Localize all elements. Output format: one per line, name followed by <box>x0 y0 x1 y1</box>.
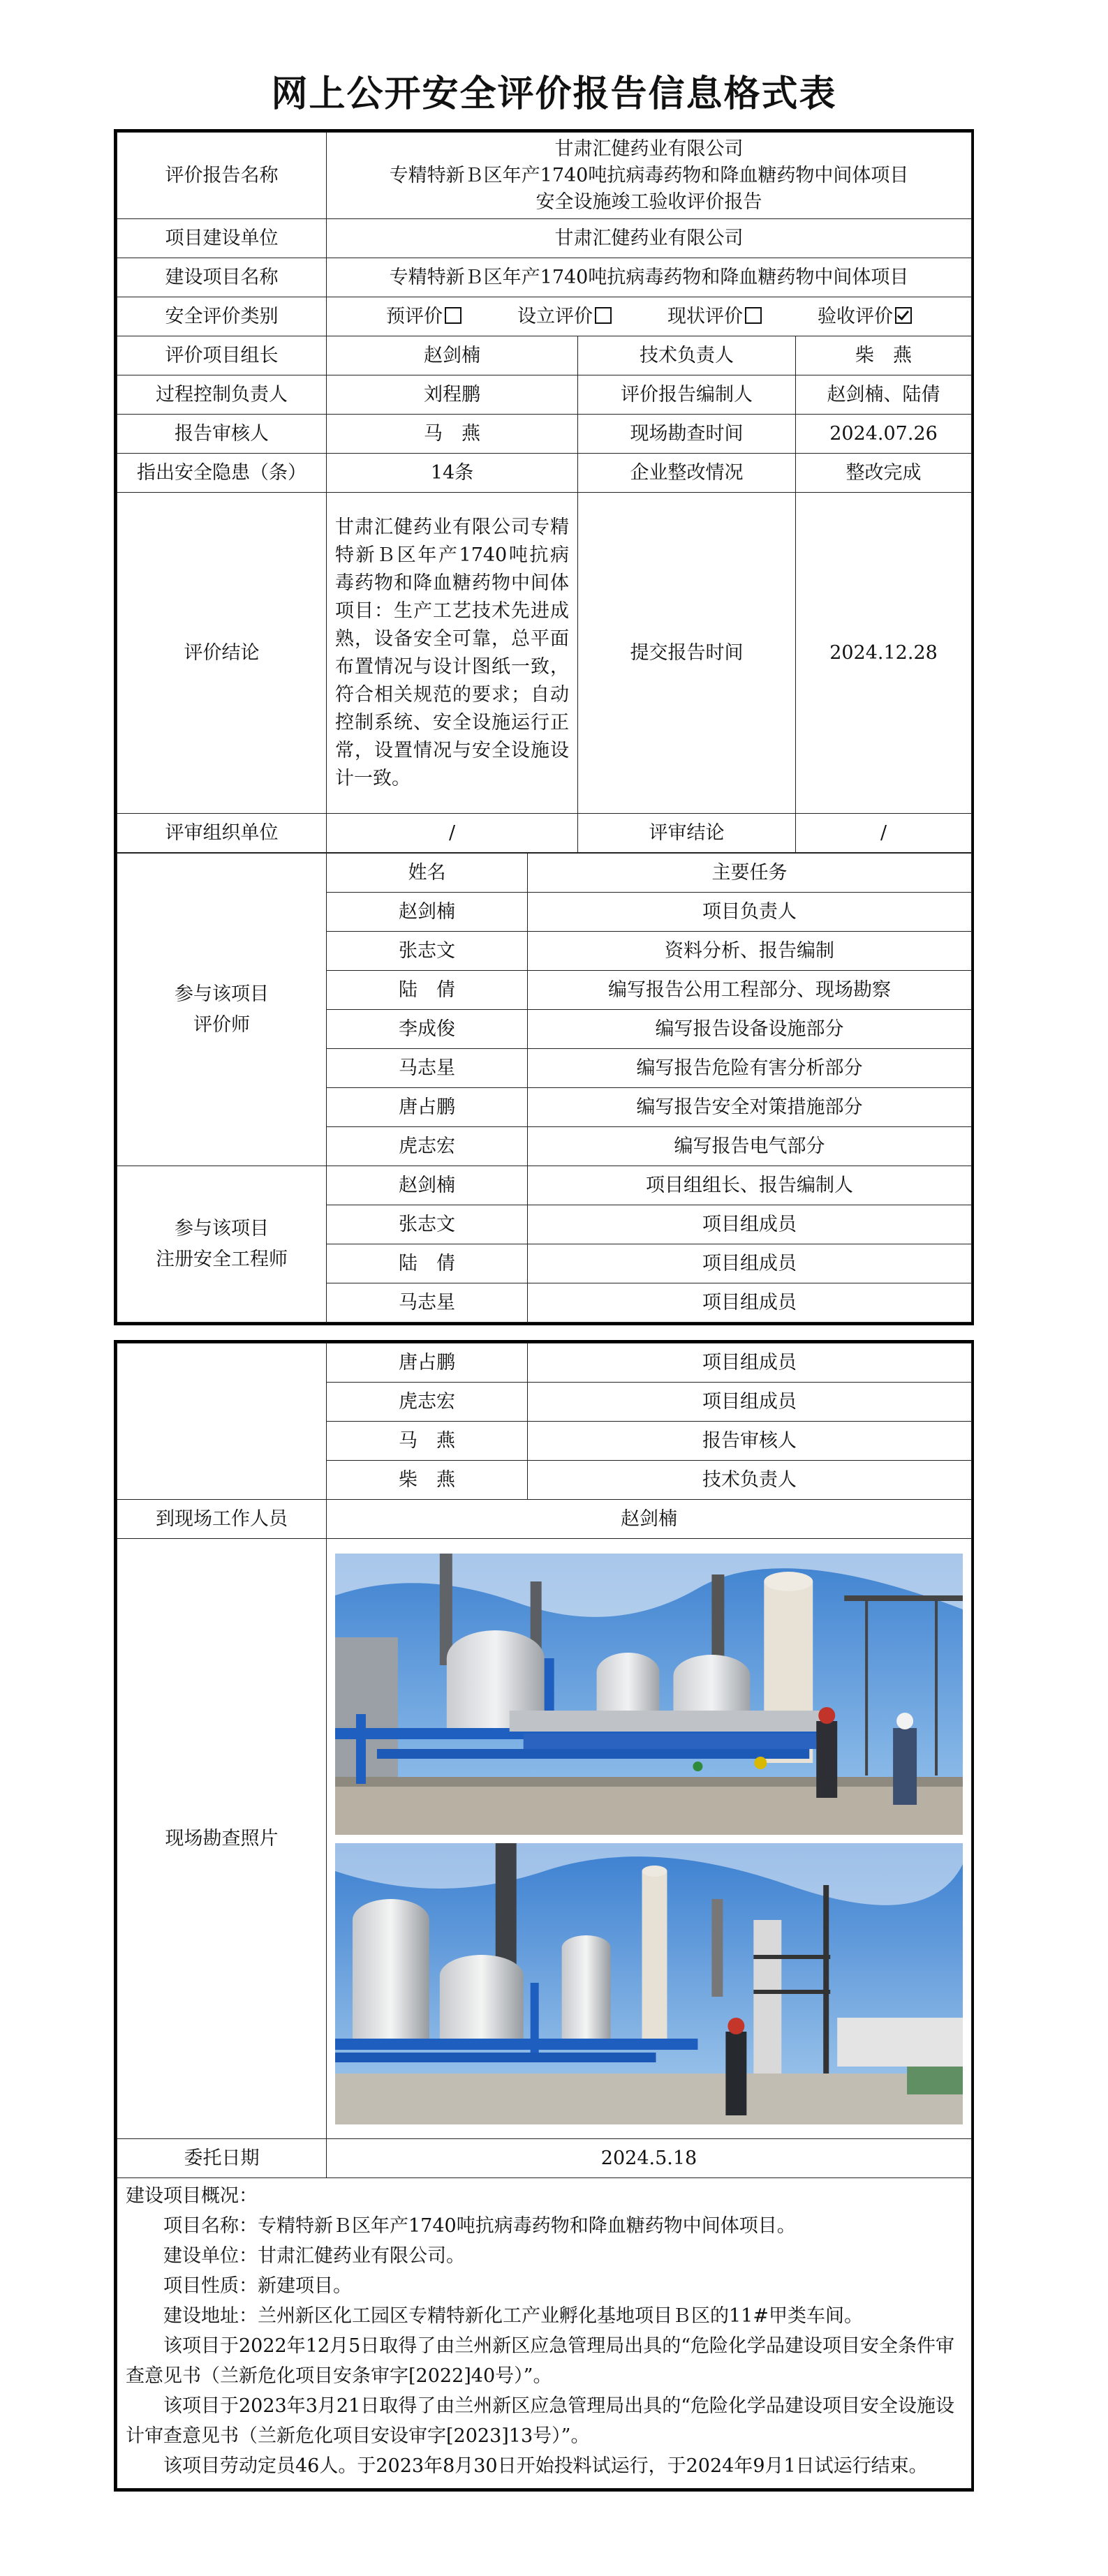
evaluators-label: 参与该项目 评价师 <box>117 854 327 1166</box>
engineer-name: 马 燕 <box>327 1422 528 1461</box>
site-staff-label: 到现场工作人员 <box>117 1500 327 1539</box>
review-result-value: / <box>796 814 972 853</box>
review-result-label: 评审结论 <box>578 814 796 853</box>
evaluator-name: 张志文 <box>327 932 528 971</box>
personnel-table <box>117 853 972 1323</box>
photos-cell <box>327 1539 972 2139</box>
process-ctrl-label: 过程控制负责人 <box>117 375 327 415</box>
row-commission-date <box>117 2139 972 2178</box>
overview-line: 项目名称：专精特新Ｂ区年产1740吨抗病毒药物和降血糖药物中间体项目。 <box>163 2215 796 2237</box>
row-conclusion <box>117 493 972 814</box>
overview-line: 该项目于2023年3月21日取得了由兰州新区应急管理局出具的“危险化学品建设项目安全设施设计审查意见书（兰新危化项目安设审字[2023]13号）”。 <box>126 2395 955 2447</box>
engineer-name: 陆 倩 <box>327 1244 528 1283</box>
reviewer-label: 报告审核人 <box>117 415 327 454</box>
page-title: 网上公开安全评价报告信息格式表 <box>271 73 837 115</box>
report-name-line1: 甘肃汇健药业有限公司 <box>554 137 744 160</box>
row-overview <box>117 2178 972 2489</box>
hazards-value: 14条 <box>327 454 578 493</box>
overview-line: 建设地址：兰州新区化工园区专精特新化工产业孵化基地项目Ｂ区的11#甲类车间。 <box>163 2305 863 2327</box>
evaluator-name: 马志星 <box>327 1049 528 1088</box>
overview-line: 建设单位：甘肃汇健药业有限公司。 <box>163 2245 465 2267</box>
engineer-task: 项目组成员 <box>528 1283 972 1323</box>
project-overview <box>117 2178 972 2489</box>
evaluator-name: 李成俊 <box>327 1010 528 1049</box>
evaluator-task: 编写报告设备设施部分 <box>528 1010 972 1049</box>
engineers-label: 参与该项目 注册安全工程师 <box>117 1166 327 1323</box>
engineer-task: 项目组组长、报告编制人 <box>528 1166 972 1205</box>
project-name-label: 建设项目名称 <box>117 258 327 297</box>
task-column-header: 主要任务 <box>528 854 972 893</box>
eval-type-option-pre[interactable]: 预评价 <box>386 304 461 330</box>
construction-unit-label: 项目建设单位 <box>117 219 327 258</box>
row-construction-unit <box>117 219 972 258</box>
engineer-task: 项目组成员 <box>528 1343 972 1383</box>
evaluator-task: 资料分析、报告编制 <box>528 932 972 971</box>
site-time-value: 2024.07.26 <box>796 415 972 454</box>
evaluator-task: 编写报告危险有害分析部分 <box>528 1049 972 1088</box>
row-team-leader <box>117 336 972 375</box>
hazards-label: 指出安全隐患（条） <box>117 454 327 493</box>
row-process-ctrl <box>117 375 972 415</box>
site-photo-2 <box>335 1843 963 2124</box>
row-reviewer <box>117 415 972 454</box>
site-photo-2-image <box>335 1843 963 2124</box>
evaluator-name: 赵剑楠 <box>327 893 528 932</box>
engineer-name: 张志文 <box>327 1205 528 1244</box>
evaluator-name: 虎志宏 <box>327 1127 528 1166</box>
process-ctrl-value: 刘程鹏 <box>327 375 578 415</box>
report-name-label: 评价报告名称 <box>117 133 327 219</box>
report-name-line2: 专精特新Ｂ区年产1740吨抗病毒药物和降血糖药物中间体项目 <box>389 164 909 186</box>
engineer-task: 技术负责人 <box>528 1461 972 1500</box>
eval-type-option-acceptance[interactable]: 验收评价 <box>818 304 912 330</box>
submit-time-value: 2024.12.28 <box>796 493 972 814</box>
engineer-name: 唐占鹏 <box>327 1343 528 1383</box>
row-report-name <box>117 133 972 219</box>
row-review-org <box>117 814 972 853</box>
construction-unit-value: 甘肃汇健药业有限公司 <box>327 219 972 258</box>
eval-type-option-setup[interactable]: 设立评价 <box>517 304 612 330</box>
review-org-value: / <box>327 814 578 853</box>
info-table-part1 <box>114 129 974 1325</box>
report-writer-label: 评价报告编制人 <box>578 375 796 415</box>
site-photo-1-image <box>335 1554 963 1835</box>
overview-heading: 建设项目概况： <box>126 2185 258 2207</box>
commission-date-label: 委托日期 <box>117 2139 327 2178</box>
engineer-name: 柴 燕 <box>327 1461 528 1500</box>
engineer-task: 项目组成员 <box>528 1244 972 1283</box>
info-table-part2 <box>114 1340 974 2492</box>
engineer-task: 项目组成员 <box>528 1205 972 1244</box>
rectify-label: 企业整改情况 <box>578 454 796 493</box>
report-name-line3: 安全设施竣工验收评价报告 <box>535 191 762 213</box>
eval-type-options <box>327 297 972 336</box>
row-site-staff <box>117 1500 972 1539</box>
eval-type-option-status[interactable]: 现状评价 <box>667 304 762 330</box>
engineer-task: 报告审核人 <box>528 1422 972 1461</box>
row-project-name <box>117 258 972 297</box>
tech-lead-label: 技术负责人 <box>578 336 796 375</box>
evaluator-name: 陆 倩 <box>327 971 528 1010</box>
evaluator-task: 编写报告安全对策措施部分 <box>528 1088 972 1127</box>
engineer-name: 虎志宏 <box>327 1383 528 1422</box>
conclusion-text: 甘肃汇健药业有限公司专精特新Ｂ区年产1740吨抗病毒药物和降血糖药物中间体项目：生产工艺技术先进成熟，设备安全可靠，总平面布置情况与设计图纸一致，符合相关规范的要求；自动控制系统、安全设施运行正常，设置情况与安全设施设计一致。 <box>327 493 578 814</box>
name-column-header: 姓名 <box>327 854 528 893</box>
site-time-label: 现场勘查时间 <box>578 415 796 454</box>
team-leader-value: 赵剑楠 <box>327 336 578 375</box>
reviewer-value: 马 燕 <box>327 415 578 454</box>
eval-type-label: 安全评价类别 <box>117 297 327 336</box>
row-hazards <box>117 454 972 493</box>
evaluator-name: 唐占鹏 <box>327 1088 528 1127</box>
evaluator-header-row <box>117 854 972 893</box>
commission-date-value: 2024.5.18 <box>327 2139 972 2178</box>
engineer-name: 马志星 <box>327 1283 528 1323</box>
project-name-value: 专精特新Ｂ区年产1740吨抗病毒药物和降血糖药物中间体项目 <box>327 258 972 297</box>
overview-line: 该项目劳动定员46人。于2023年8月30日开始投料试运行，于2024年9月1日试运行结束。 <box>163 2455 928 2477</box>
overview-line: 该项目于2022年12月5日取得了由兰州新区应急管理局出具的“危险化学品建设项目安全条件审查意见书（兰新危化项目安条审字[2022]40号）”。 <box>126 2335 955 2387</box>
table-row <box>117 1343 972 1383</box>
row-eval-type <box>117 297 972 336</box>
report-writer-value: 赵剑楠、陆倩 <box>796 375 972 415</box>
review-org-label: 评审组织单位 <box>117 814 327 853</box>
engineer-name: 赵剑楠 <box>327 1166 528 1205</box>
table-row <box>117 1166 972 1205</box>
engineers-label-continued <box>117 1343 327 1500</box>
conclusion-label: 评价结论 <box>117 493 327 814</box>
checkbox-status[interactable] <box>745 307 762 324</box>
rectify-value: 整改完成 <box>796 454 972 493</box>
site-photo-1 <box>335 1554 963 1835</box>
team-leader-label: 评价项目组长 <box>117 336 327 375</box>
checkbox-acceptance[interactable] <box>895 307 912 324</box>
row-photos <box>117 1539 972 2139</box>
report-name-value <box>327 133 972 219</box>
checkbox-setup[interactable] <box>595 307 612 324</box>
photos-label: 现场勘查照片 <box>117 1539 327 2139</box>
tech-lead-value: 柴 燕 <box>796 336 972 375</box>
overview-line: 项目性质：新建项目。 <box>163 2275 352 2297</box>
evaluator-task: 编写报告公用工程部分、现场勘察 <box>528 971 972 1010</box>
evaluator-task: 编写报告电气部分 <box>528 1127 972 1166</box>
site-staff-value: 赵剑楠 <box>327 1500 972 1539</box>
submit-time-label: 提交报告时间 <box>578 493 796 814</box>
engineer-task: 项目组成员 <box>528 1383 972 1422</box>
checkbox-pre[interactable] <box>445 307 461 324</box>
evaluator-task: 项目负责人 <box>528 893 972 932</box>
